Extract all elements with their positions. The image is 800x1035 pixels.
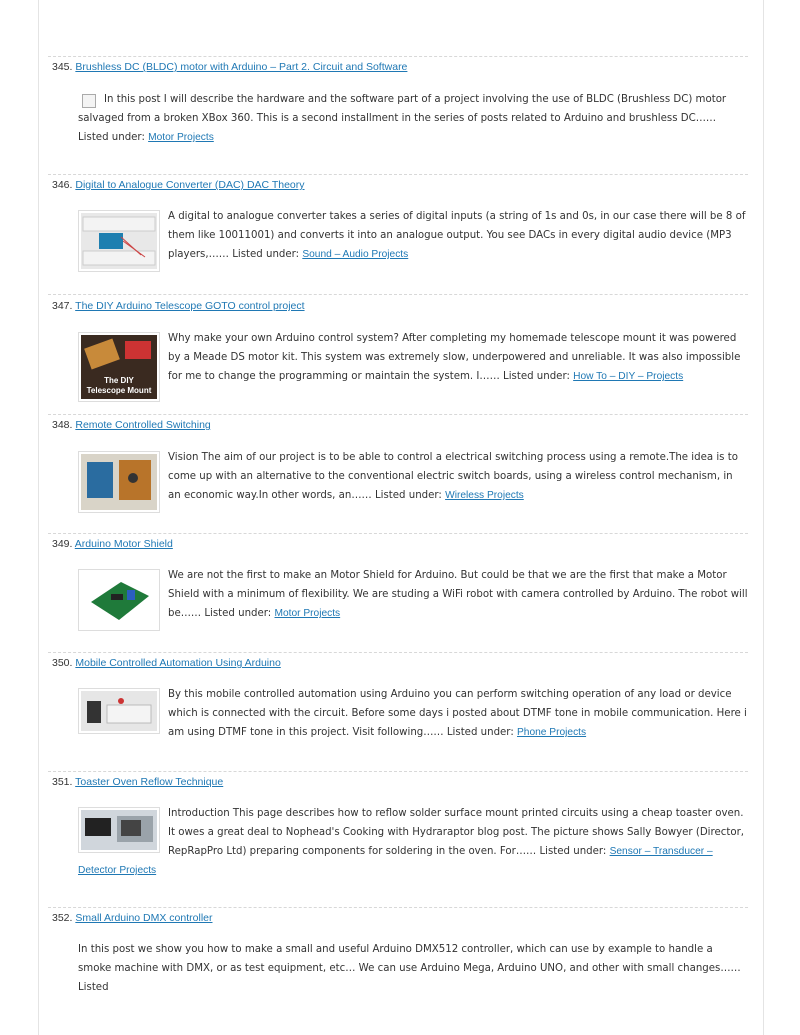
mobile-automation-thumbnail[interactable] — [78, 688, 160, 734]
separator — [48, 56, 748, 57]
listed-under-label: Listed under: — [503, 371, 570, 382]
entry-number: 345. — [52, 61, 73, 73]
motor-shield-thumbnail[interactable] — [78, 569, 160, 631]
entry-345-body — [78, 90, 748, 147]
entry-350-body — [78, 685, 748, 742]
broken-image-icon — [82, 94, 96, 108]
entry-351-body — [78, 804, 748, 880]
listed-under-label: Listed under: — [78, 132, 145, 143]
entry-excerpt: We are not the first to make an Motor Shield for Arduino. But could be that we are the first that make a Motor Shield with a minimum of flexibility. We are studing a WiFi robot with camera controlled by Arduino. The robot will be…… — [168, 570, 748, 619]
listed-under-label: Listed — [78, 982, 109, 993]
separator — [48, 414, 748, 415]
entry-title-link[interactable]: Toaster Oven Reflow Technique — [75, 776, 224, 788]
category-link[interactable]: Phone Projects — [517, 727, 587, 738]
category-link[interactable]: Wireless Projects — [445, 490, 524, 501]
entry-350-heading — [52, 657, 281, 669]
separator — [48, 294, 748, 295]
listed-under-label: Listed under: — [446, 727, 514, 738]
listed-under-label: Listed under: — [232, 249, 300, 260]
separator — [48, 533, 748, 534]
entry-348-heading — [52, 419, 211, 431]
remote-switching-image — [81, 454, 157, 510]
entry-title-link[interactable]: Remote Controlled Switching — [75, 419, 211, 431]
motor-shield-image — [81, 572, 157, 628]
svg-text:The DIY: The DIY — [104, 376, 134, 385]
telescope-thumbnail[interactable] — [78, 332, 160, 402]
category-link[interactable]: How To – DIY – Projects — [573, 371, 684, 382]
separator — [48, 652, 748, 653]
entry-number: 352. — [52, 912, 73, 924]
category-link[interactable]: Motor Projects — [148, 132, 214, 143]
breadboard-thumbnail[interactable] — [78, 210, 160, 272]
category-link[interactable]: Sound – Audio Projects — [302, 249, 409, 260]
separator — [48, 771, 748, 772]
entry-348-body — [78, 448, 748, 517]
entry-excerpt: Why make your own Arduino control system? After completing my homemade telescope mount it was powered by a Meade DS motor kit. This system was extremely slow, underpowered and unreliable. It was also impossible for me to change the programming or maintain the system. I…… — [168, 333, 741, 382]
entry-excerpt: In this post we show you how to make a small and useful Arduino DMX512 controller, which can use by example to handle a smoke machine with DMX, or as test equipment, etc… We can use Arduino Mega, Arduino UNO, and other with small changes…… — [78, 944, 741, 974]
entry-347-body — [78, 329, 748, 406]
entry-excerpt: Introduction This page describes how to reflow solder surface mount printed circuits using a cheap toaster oven. It owes a great deal to Nophead's Cooking with Hydraraptor blog post. The picture shows Sally Bowyer (Director, RepRapPro Ltd) preparing components for soldering in the oven. For…… — [168, 808, 744, 857]
category-link[interactable]: Sensor – Transducer – Detector Projects — [78, 846, 713, 876]
toaster-oven-image — [81, 810, 157, 850]
entry-352-body — [78, 940, 748, 997]
entry-title-link[interactable]: Arduino Motor Shield — [74, 538, 173, 550]
separator — [48, 907, 748, 908]
entry-347-heading — [52, 300, 305, 312]
entry-number: 348. — [52, 419, 73, 431]
entry-349-heading — [52, 538, 173, 550]
category-link[interactable]: Motor Projects — [274, 608, 341, 619]
listed-under-label: Listed under: — [204, 608, 272, 619]
entry-number: 350. — [52, 657, 73, 669]
separator — [48, 174, 748, 175]
entry-excerpt: Vision The aim of our project is to be able to control a electrical switching process using a remote.The idea is to come up with an alternative to the conventional electric switch boards, using a wireless control mechanism, in an economic way.In other words, an…… — [168, 452, 738, 501]
entry-number: 351. — [52, 776, 73, 788]
entry-number: 347. — [52, 300, 73, 312]
telescope-image — [81, 335, 157, 399]
entry-title-link[interactable]: Digital to Analogue Converter (DAC) DAC Theory — [75, 179, 305, 191]
entry-title-link[interactable]: Brushless DC (BLDC) motor with Arduino – Part 2. Circuit and Software — [75, 61, 408, 73]
toaster-oven-thumbnail[interactable] — [78, 807, 160, 853]
entry-351-heading — [52, 776, 223, 788]
entry-345-heading — [52, 61, 407, 73]
svg-text:Telescope Mount: Telescope Mount — [86, 386, 152, 395]
breadboard-image — [81, 213, 157, 269]
entry-title-link[interactable]: The DIY Arduino Telescope GOTO control project — [75, 300, 305, 312]
entry-title-link[interactable]: Small Arduino DMX controller — [75, 912, 213, 924]
listed-under-label: Listed under: — [539, 846, 607, 857]
entry-346-body — [78, 207, 748, 276]
listed-under-label: Listed under: — [374, 490, 442, 501]
entry-349-body — [78, 566, 748, 635]
entry-excerpt: By this mobile controlled automation using Arduino you can perform switching operation of any load or device which is connected with the circuit. Before some days i posted about DTMF tone in mobile communication. Here i am using DTMF tone in this project. Visit following…… — [168, 689, 747, 738]
entry-excerpt: A digital to analogue converter takes a series of digital inputs (a string of 1s and 0s, in our case there will be 8 of them like 10011001) and converts it into an analogue output. You see DACs in every digital audio device (MP3 players,…… — [168, 211, 746, 260]
remote-switching-thumbnail[interactable] — [78, 451, 160, 513]
mobile-automation-image — [81, 691, 157, 731]
entry-title-link[interactable]: Mobile Controlled Automation Using Arduino — [75, 657, 281, 669]
entry-number: 346. — [52, 179, 73, 191]
entry-number: 349. — [52, 538, 73, 550]
entry-352-heading — [52, 912, 213, 924]
entry-excerpt: In this post I will describe the hardware and the software part of a project involving the use of BLDC (Brushless DC) motor salvaged from a broken XBox 360. This is a second installment in the series of posts related to Arduino and brushless DC…… — [78, 94, 727, 124]
entry-346-heading — [52, 179, 305, 191]
